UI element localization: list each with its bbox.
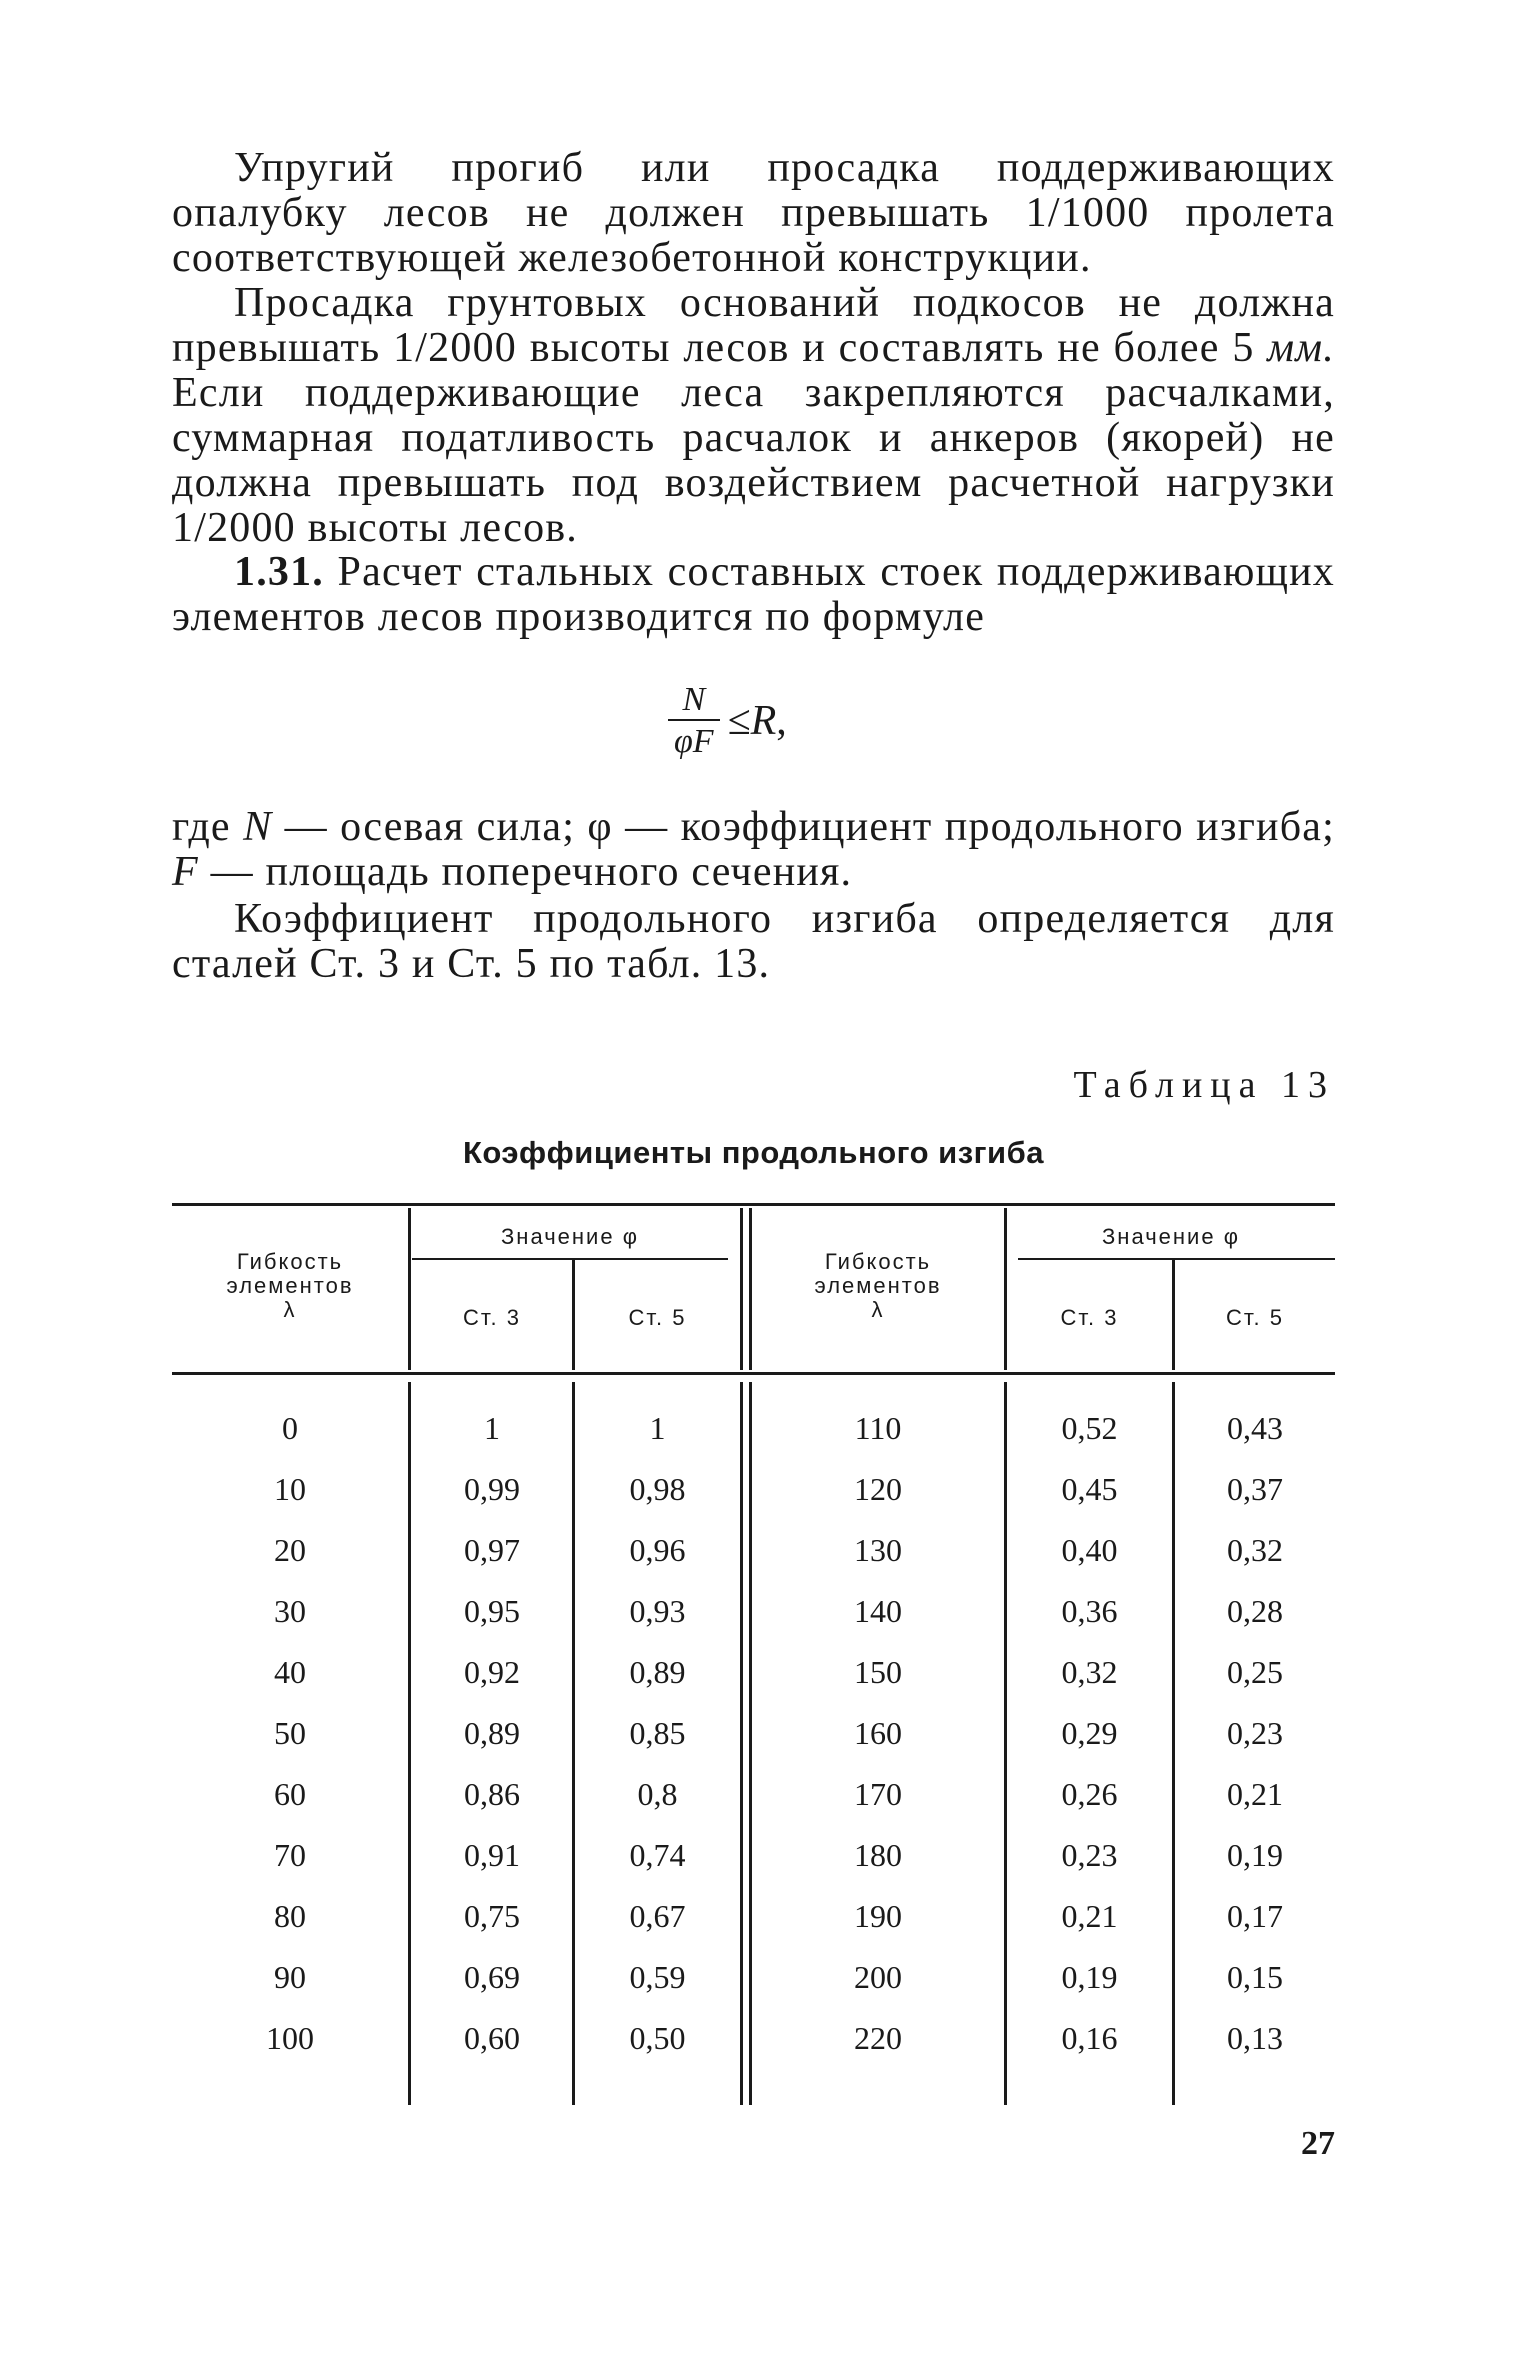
- header-subrule-left: [412, 1258, 728, 1260]
- divider-double-a-body: [740, 1382, 743, 2105]
- formula-relation: ≤R,: [727, 698, 787, 744]
- header-st3-left: Ст. 3: [463, 1305, 521, 1330]
- header-st5-right: Ст. 5: [1226, 1305, 1284, 1330]
- divider-v1-head: [408, 1208, 411, 1370]
- divider-v1-body: [408, 1382, 411, 2105]
- paragraph-section-1-31: 1.31. Расчет стальных составных стоек поддерживающих элементов лесов производится по формуле: [172, 549, 1335, 640]
- formula-numerator: N: [682, 681, 706, 718]
- paragraph-settlement: Просадка грунтовых оснований подкосов не должна превышать 1/2000 высоты лесов и составлять не более 5 мм. Если поддерживающие леса закрепляются расчалками, суммарная податливость расчалок и анкеров (якорей) не должна превышать под воздействием расчетной нагрузки 1/2000 высоты лесов.: [172, 280, 1335, 551]
- header-st3-right: Ст. 3: [1060, 1305, 1119, 1330]
- header-subrule-right: [1018, 1258, 1335, 1260]
- paragraph-where: где N — осевая сила; φ — коэффициент продольного изгиба; F — площадь поперечного сечения.: [172, 804, 1335, 895]
- formula: [668, 676, 787, 766]
- section-number: 1.31.: [234, 549, 324, 595]
- header-flexibility-left: Гибкость элементов λ: [226, 1249, 354, 1322]
- page-number: 27: [1301, 2125, 1335, 2162]
- header-value-left: Значение φ: [501, 1224, 639, 1249]
- header-flexibility-right: Гибкость элементов λ: [814, 1249, 942, 1322]
- table-caption: Таблица 13: [1073, 1064, 1335, 1106]
- formula-denominator: φF: [668, 719, 720, 761]
- formula-fraction: [668, 681, 720, 761]
- table-top-rule: [172, 1203, 1335, 1206]
- table-title: Коэффициенты продольного изгиба: [462, 1135, 1045, 1170]
- divider-double-a-head: [740, 1208, 743, 1370]
- table-header-rule: [172, 1372, 1335, 1375]
- paragraph-deflection: Упругий прогиб или просадка поддерживающих опалубку лесов не должен превышать 1/1000 пролета соответствующей железобетонной конструкции.: [172, 145, 1335, 281]
- unit-mm: мм.: [1267, 325, 1335, 371]
- paragraph-coefficient: Коэффициент продольного изгиба определяется для сталей Ст. 3 и Ст. 5 по табл. 13.: [172, 896, 1335, 987]
- header-st5-left: Ст. 5: [628, 1305, 687, 1330]
- formula-rhs: R: [750, 698, 777, 744]
- book-page: Упругий прогиб или просадка поддерживающих опалубку лесов не должен превышать 1/1000 пролета соответствующей железобетонной конструкции. Просадка грунтовых оснований подкосов не должна превышать 1/2000 высоты лесов и составлять не более 5 мм. Если поддерживающие леса закрепляются расчалками, суммарная податливость расчалок и анкеров (якорей) не должна превышать под воздействием расчетной нагрузки 1/2000 высоты лесов. 1.31. Расчет стальных составных стоек поддерживающих элементов лесов производится по формуле $\frac{N}{\varphi F}$ ≤R, где N — осевая сила; φ — коэффициент продольного изгиба; F — площадь поперечного сечения. Коэффициент продольного изгиба определяется для сталей Ст. 3 и Ст. 5 по табл. 13. Таблица 13 Коэффициенты продольного изгиба Гибкость элементов λ Значение φ Ст. 3 Ст. 5 Гибкость элементов λ Значение φ Ст. 3 Ст. 5 0 1 1 10 0,99 0,98 20 0,97 0,96 30 0,95 0,93 40 0,92 0,89 50 0,89 0,85 60 0,86 0,8 70 0,91 0,74 80 0,75 0,67 90 0,69 0,59 100 0,60 0,50 110 0,52 0,43 120 0,45 0,37 130 0,40 0,32 140 0,36 0,28 150 0,32 0,25 160 0,29 0,23 170 0,26 0,21 180 0,23 0,19 190 0,21 0,17 200 0,19 0,15 220 0,16 0,13 27: [172, 145, 1335, 2162]
- header-value-right: Значение φ: [1102, 1224, 1240, 1249]
